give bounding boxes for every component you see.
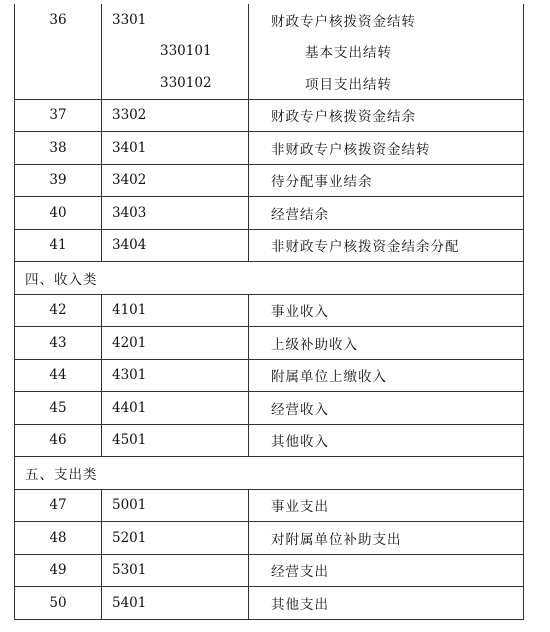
row-number: 45 (15, 392, 102, 425)
section-heading-expense: 五、支出类 (15, 457, 524, 490)
account-table (14, 4, 524, 620)
table-row (15, 489, 524, 522)
account-code: 3302 (102, 99, 249, 132)
table-row (15, 294, 524, 327)
table-row (15, 392, 524, 425)
table-row (15, 197, 524, 230)
row-number: 47 (15, 489, 102, 522)
table-row (15, 522, 524, 555)
sub-account-name: 项目支出结转 (249, 67, 524, 99)
account-code: 5301 (102, 554, 249, 587)
row-number: 36 (15, 4, 102, 99)
row-number: 49 (15, 554, 102, 587)
section-row (15, 457, 524, 490)
table-row (15, 164, 524, 197)
account-name: 其他支出 (249, 587, 524, 620)
account-name: 事业收入 (249, 294, 524, 327)
row-number: 42 (15, 294, 102, 327)
row-number: 41 (15, 229, 102, 262)
account-name: 经营支出 (249, 554, 524, 587)
account-name: 上级补助收入 (249, 327, 524, 360)
table-row (15, 4, 524, 36)
table-row (15, 554, 524, 587)
row-number: 39 (15, 164, 102, 197)
row-number: 50 (15, 587, 102, 620)
account-name: 经营收入 (249, 392, 524, 425)
section-row (15, 262, 524, 295)
account-code: 3403 (102, 197, 249, 230)
account-name: 财政专户核拨资金结转 (249, 4, 524, 36)
sub-account-code: 330101 (102, 36, 249, 68)
account-name: 其他收入 (249, 424, 524, 457)
account-code: 5001 (102, 489, 249, 522)
table-row (15, 132, 524, 165)
sub-account-code: 330102 (102, 67, 249, 99)
account-code: 4201 (102, 327, 249, 360)
table-row (15, 99, 524, 132)
table-row (15, 424, 524, 457)
account-code: 4501 (102, 424, 249, 457)
table-row (15, 359, 524, 392)
account-code: 3404 (102, 229, 249, 262)
row-number: 46 (15, 424, 102, 457)
account-code: 5201 (102, 522, 249, 555)
account-name: 事业支出 (249, 489, 524, 522)
table-row (15, 587, 524, 620)
account-name: 非财政专户核拨资金结转 (249, 132, 524, 165)
account-code: 3402 (102, 164, 249, 197)
row-number: 37 (15, 99, 102, 132)
account-code: 5401 (102, 587, 249, 620)
table-row (15, 229, 524, 262)
account-code: 4301 (102, 359, 249, 392)
row-number: 38 (15, 132, 102, 165)
account-name: 附属单位上缴收入 (249, 359, 524, 392)
account-name: 经营结余 (249, 197, 524, 230)
account-code: 3301 (102, 4, 249, 36)
account-name: 非财政专户核拨资金结余分配 (249, 229, 524, 262)
sub-account-name: 基本支出结转 (249, 36, 524, 68)
table-row (15, 327, 524, 360)
row-number: 40 (15, 197, 102, 230)
row-number: 44 (15, 359, 102, 392)
section-heading-income: 四、收入类 (15, 262, 524, 295)
account-code: 4101 (102, 294, 249, 327)
account-name: 财政专户核拨资金结余 (249, 99, 524, 132)
account-code: 3401 (102, 132, 249, 165)
account-name: 对附属单位补助支出 (249, 522, 524, 555)
row-number: 48 (15, 522, 102, 555)
row-number: 43 (15, 327, 102, 360)
account-name: 待分配事业结余 (249, 164, 524, 197)
account-code: 4401 (102, 392, 249, 425)
